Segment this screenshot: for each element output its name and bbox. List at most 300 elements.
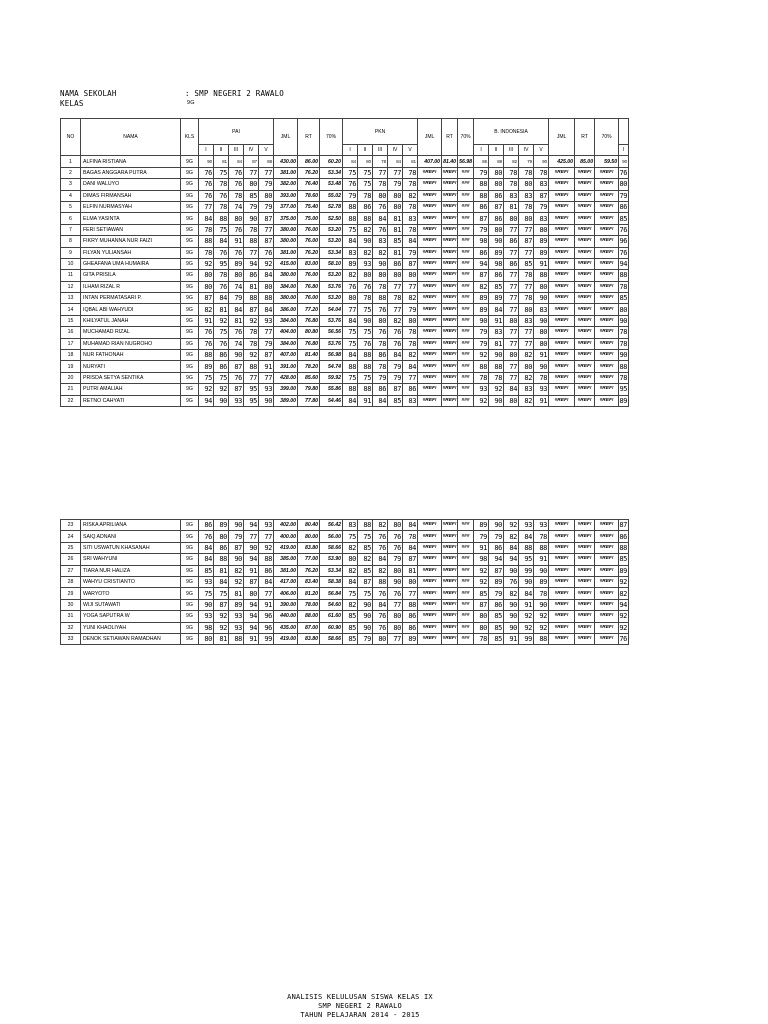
- class-label: KELAS: [60, 99, 84, 108]
- bindo-score: 94: [474, 258, 489, 269]
- bindo-score: 91: [534, 395, 549, 406]
- bindo-score: 89: [474, 304, 489, 315]
- pkn-score: 76: [358, 338, 373, 349]
- pkn-score: 76: [373, 588, 388, 599]
- pkn-score: 88: [343, 213, 358, 224]
- bindo-score: 92: [534, 611, 549, 622]
- pkn-total: 407.00: [418, 156, 442, 167]
- pkn-score: 80: [358, 156, 373, 167]
- pai-score: 94: [199, 395, 214, 406]
- pkn-score: 78: [373, 179, 388, 190]
- bindo-score: 89: [489, 576, 504, 587]
- bindo-average: #REF!: [575, 384, 595, 395]
- pai-average: 77.00: [298, 554, 320, 565]
- pai-score: 92: [199, 384, 214, 395]
- pkn-70pct: ###: [458, 588, 474, 599]
- pkn-term-header: III: [373, 145, 388, 156]
- pkn-score: 79: [403, 247, 418, 258]
- student-name: GITA PRISILA: [81, 270, 181, 281]
- pkn-score: 87: [403, 554, 418, 565]
- pkn-score: 84: [403, 520, 418, 531]
- student-name: WAHYU CRISTIANTO: [81, 576, 181, 587]
- bindo-70pct: #REF!: [595, 327, 619, 338]
- pai-term-header: V: [259, 145, 274, 156]
- pkn-score: 77: [388, 599, 403, 610]
- pai-score: 80: [244, 588, 259, 599]
- pkn-average: #REF!: [442, 338, 458, 349]
- pkn-70pct: ###: [458, 315, 474, 326]
- pkn-jml-header: JML: [418, 119, 442, 156]
- pkn-score: 76: [388, 327, 403, 338]
- report-title-line2: SMP NEGERI 2 RAWALO: [318, 1002, 402, 1010]
- pkn-score: 84: [373, 213, 388, 224]
- pai-score: 74: [229, 338, 244, 349]
- pai-70pct: 54.74: [320, 361, 343, 372]
- pkn-total: #REF!: [418, 236, 442, 247]
- bindo-70pct: #REF!: [595, 599, 619, 610]
- pai-70pct: 53.20: [320, 224, 343, 235]
- pkn-score: 88: [358, 520, 373, 531]
- pkn-average: #REF!: [442, 395, 458, 406]
- pai-average: 83.00: [298, 258, 320, 269]
- pai-score: 87: [259, 236, 274, 247]
- pkn-average: #REF!: [442, 384, 458, 395]
- pai-70pct: 56.56: [320, 327, 343, 338]
- pai-score: 90: [229, 520, 244, 531]
- bindo-total: #REF!: [549, 372, 575, 383]
- pai-score: 87: [229, 542, 244, 553]
- bindo-average: #REF!: [575, 190, 595, 201]
- bindo-70pct: #REF!: [595, 350, 619, 361]
- bindo-score: 91: [534, 350, 549, 361]
- pkn-score: 83: [373, 236, 388, 247]
- pai-average: 85.60: [298, 372, 320, 383]
- pai-score: 90: [229, 554, 244, 565]
- pkn-total: #REF!: [418, 395, 442, 406]
- pai-score: 94: [244, 622, 259, 633]
- pkn-rt-header: RT: [442, 119, 458, 156]
- pai-70pct: 56.84: [320, 588, 343, 599]
- pai-average: 76.20: [298, 167, 320, 178]
- bindo-score: 98: [489, 258, 504, 269]
- pkn-70pct: ###: [458, 338, 474, 349]
- pkn-score: 86: [388, 258, 403, 269]
- pai-total: 381.00: [274, 247, 298, 258]
- pai-score: 85: [199, 565, 214, 576]
- bindo-score: 88: [489, 156, 504, 167]
- pkn-score: 86: [403, 622, 418, 633]
- bindo-score: 82: [504, 588, 519, 599]
- pai-score: 87: [229, 384, 244, 395]
- bindo-score: 83: [489, 327, 504, 338]
- pai-score: 77: [259, 372, 274, 383]
- next-subject-score: 85: [619, 294, 628, 303]
- bindo-score: 77: [504, 224, 519, 235]
- bindo-average: #REF!: [575, 554, 595, 565]
- pai-score: 79: [259, 179, 274, 190]
- table-row: [61, 542, 629, 553]
- pkn-score: 84: [343, 156, 358, 167]
- bindo-score: 99: [519, 565, 534, 576]
- pkn-score: 91: [358, 395, 373, 406]
- bindo-score: 90: [534, 565, 549, 576]
- pai-score: 89: [229, 599, 244, 610]
- bindo-score: 84: [504, 384, 519, 395]
- pkn-total: #REF!: [418, 361, 442, 372]
- pkn-score: 81: [403, 565, 418, 576]
- pai-total: 391.00: [274, 361, 298, 372]
- bindo-70pct: #REF!: [595, 576, 619, 587]
- pkn-score: 82: [403, 190, 418, 201]
- student-name: FILYAN YULIANSAH: [81, 247, 181, 258]
- bindo-average: #REF!: [575, 633, 595, 644]
- pkn-score: 85: [388, 236, 403, 247]
- pkn-score: 79: [358, 633, 373, 644]
- bindo-score: 77: [504, 281, 519, 292]
- pai-total: 435.00: [274, 622, 298, 633]
- pai-score: 81: [229, 588, 244, 599]
- pai-70pct: 52.78: [320, 201, 343, 212]
- pkn-score: 78: [358, 190, 373, 201]
- pai-score: 93: [259, 315, 274, 326]
- bindo-average: #REF!: [575, 338, 595, 349]
- bindo-score: 88: [519, 542, 534, 553]
- pkn-70pct: ###: [458, 622, 474, 633]
- bindo-score: 77: [504, 361, 519, 372]
- bindo-total: #REF!: [549, 224, 575, 235]
- row-number: 20: [61, 372, 81, 383]
- pai-score: 80: [259, 281, 274, 292]
- pai-score: 86: [244, 270, 259, 281]
- bindo-score: 79: [489, 588, 504, 599]
- pkn-score: 77: [403, 588, 418, 599]
- pai-score: 85: [244, 190, 259, 201]
- pai-score: 80: [259, 190, 274, 201]
- student-name: RETNO CAHYATI: [81, 395, 181, 406]
- pai-total: 399.00: [274, 384, 298, 395]
- row-number: 12: [61, 281, 81, 292]
- bindo-score: 80: [474, 611, 489, 622]
- pai-total: 380.00: [274, 224, 298, 235]
- bindo-score: 91: [534, 258, 549, 269]
- pkn-score: 84: [388, 350, 403, 361]
- pkn-score: 78: [403, 201, 418, 212]
- pkn-70pct: ###: [458, 520, 474, 531]
- pkn-score: 77: [403, 281, 418, 292]
- bindo-score: 79: [474, 327, 489, 338]
- bindo-average: #REF!: [575, 247, 595, 258]
- pkn-total: #REF!: [418, 258, 442, 269]
- bindo-score: 92: [534, 622, 549, 633]
- bindo-average: #REF!: [575, 167, 595, 178]
- pkn-average: #REF!: [442, 542, 458, 553]
- pai-average: 76.00: [298, 224, 320, 235]
- student-class: 9G: [181, 236, 199, 247]
- school-value: : SMP NEGERI 2 RAWALO: [185, 89, 285, 98]
- pkn-average: #REF!: [442, 576, 458, 587]
- bindo-total: #REF!: [549, 395, 575, 406]
- bindo-score: 80: [489, 167, 504, 178]
- bindo-score: 80: [504, 350, 519, 361]
- pai-score: 99: [259, 633, 274, 644]
- bindo-score: 90: [504, 599, 519, 610]
- pkn-average: #REF!: [442, 588, 458, 599]
- row-number: 4: [61, 190, 81, 201]
- bindo-70pct: #REF!: [595, 258, 619, 269]
- bindo-average: #REF!: [575, 281, 595, 292]
- pai-average: 77.20: [298, 304, 320, 315]
- row-number: 9: [61, 247, 81, 258]
- table-row: [61, 281, 629, 292]
- pkn-score: 85: [358, 565, 373, 576]
- bindo-score: 88: [474, 179, 489, 190]
- pai-total: 404.00: [274, 327, 298, 338]
- bindo-total: #REF!: [549, 327, 575, 338]
- row-number: 31: [61, 611, 81, 622]
- table-row: [61, 156, 629, 167]
- bindo-score: 78: [489, 372, 504, 383]
- pai-score: 77: [244, 531, 259, 542]
- bindo-score: 80: [474, 622, 489, 633]
- pkn-70pct: ###: [458, 565, 474, 576]
- pai-total: 400.00: [274, 531, 298, 542]
- pkn-score: 81: [388, 213, 403, 224]
- bindo-total: #REF!: [549, 565, 575, 576]
- bindo-score: 90: [534, 599, 549, 610]
- next-subject-score: 82: [619, 589, 627, 598]
- student-name: NURYATI: [81, 361, 181, 372]
- pai-score: 86: [214, 542, 229, 553]
- pkn-score: 88: [358, 361, 373, 372]
- bindo-70pct: #REF!: [595, 588, 619, 599]
- bindo-score: 84: [504, 542, 519, 553]
- bindo-total: #REF!: [549, 361, 575, 372]
- pkn-average: #REF!: [442, 190, 458, 201]
- pai-score: 95: [214, 258, 229, 269]
- bindo-score: 80: [519, 361, 534, 372]
- pai-score: 81: [229, 315, 244, 326]
- pai-score: 76: [199, 167, 214, 178]
- pai-score: 78: [244, 338, 259, 349]
- pkn-score: 80: [373, 633, 388, 644]
- table-row: [61, 167, 629, 178]
- next-subject-header: [619, 119, 629, 145]
- bindo-score: 91: [519, 599, 534, 610]
- pkn-average: #REF!: [442, 315, 458, 326]
- student-class: 9G: [181, 258, 199, 269]
- student-class: 9G: [181, 315, 199, 326]
- pkn-score: 77: [388, 304, 403, 315]
- pai-average: 81.20: [298, 588, 320, 599]
- pkn-score: 85: [343, 611, 358, 622]
- pai-70pct: 58.38: [320, 576, 343, 587]
- pai-70pct: 58.66: [320, 633, 343, 644]
- student-name: ALFINA RISTIANA: [81, 156, 181, 167]
- bindo-score: 83: [534, 304, 549, 315]
- row-number: 16: [61, 327, 81, 338]
- pai-score: 92: [229, 576, 244, 587]
- bindo-total: #REF!: [549, 179, 575, 190]
- student-class: 9G: [181, 633, 199, 644]
- bindo-score: 84: [489, 304, 504, 315]
- pkn-score: 78: [403, 327, 418, 338]
- pkn-total: #REF!: [418, 622, 442, 633]
- pai-score: 76: [214, 190, 229, 201]
- pkn-score: 90: [358, 611, 373, 622]
- pai-score: 77: [244, 372, 259, 383]
- bindo-70pct: #REF!: [595, 190, 619, 201]
- bindo-average: #REF!: [575, 236, 595, 247]
- pai-score: 75: [214, 588, 229, 599]
- pai-score: 88: [214, 554, 229, 565]
- pai-total: 415.00: [274, 258, 298, 269]
- pkn-score: 81: [403, 156, 418, 167]
- table-row: [61, 190, 629, 201]
- bindo-score: 92: [474, 565, 489, 576]
- row-number: 3: [61, 179, 81, 190]
- pkn-70pct: 56.98: [458, 156, 474, 167]
- pkn-score: 77: [403, 372, 418, 383]
- bindo-score: 80: [504, 213, 519, 224]
- bindo-score: 86: [504, 236, 519, 247]
- pai-score: 78: [199, 247, 214, 258]
- pai-score: 76: [229, 247, 244, 258]
- pai-score: 84: [229, 156, 244, 167]
- bindo-score: 82: [519, 350, 534, 361]
- bindo-70pct: #REF!: [595, 633, 619, 644]
- pai-70pct: 54.46: [320, 395, 343, 406]
- col-kls-header: KLS: [181, 119, 199, 156]
- pkn-score: 82: [358, 554, 373, 565]
- student-class: 9G: [181, 372, 199, 383]
- bindo-total: #REF!: [549, 270, 575, 281]
- bindo-score: 94: [504, 554, 519, 565]
- pkn-score: 76: [388, 338, 403, 349]
- pkn-score: 80: [403, 315, 418, 326]
- pai-score: 81: [214, 633, 229, 644]
- bindo-total: #REF!: [549, 350, 575, 361]
- bindo-score: 79: [519, 156, 534, 167]
- bindo-score: 92: [474, 350, 489, 361]
- pkn-score: 82: [373, 520, 388, 531]
- pai-score: 98: [199, 622, 214, 633]
- bindo-70pct: #REF!: [595, 270, 619, 281]
- bindo-70pct: #REF!: [595, 565, 619, 576]
- pkn-score: 78: [373, 361, 388, 372]
- pkn-score: 79: [403, 304, 418, 315]
- bindo-score: 77: [519, 281, 534, 292]
- student-class: 9G: [181, 554, 199, 565]
- student-name: YUNI KHAOLIYAH: [81, 622, 181, 633]
- pkn-total: #REF!: [418, 213, 442, 224]
- bindo-score: 85: [489, 281, 504, 292]
- pkn-70pct: ###: [458, 247, 474, 258]
- student-name: FIKRY MUHANNA NUR FAIZI: [81, 236, 181, 247]
- pkn-score: 80: [403, 576, 418, 587]
- pkn-score: 77: [343, 304, 358, 315]
- student-name: MUCHAMAD RIZAL: [81, 327, 181, 338]
- row-number: 19: [61, 361, 81, 372]
- pai-score: 76: [229, 372, 244, 383]
- pai-score: 90: [199, 156, 214, 167]
- bindo-70pct: #REF!: [595, 167, 619, 178]
- bindo-total: #REF!: [549, 167, 575, 178]
- pai-total: 377.00: [274, 201, 298, 212]
- pai-score: 88: [244, 236, 259, 247]
- bindo-score: 90: [534, 315, 549, 326]
- bindo-score: 84: [519, 531, 534, 542]
- pai-70pct: 58.66: [320, 542, 343, 553]
- student-class: 9G: [181, 224, 199, 235]
- pai-score: 75: [214, 372, 229, 383]
- next-subject-score: 90: [619, 317, 628, 326]
- pai-score: 92: [214, 611, 229, 622]
- pai-score: 90: [244, 213, 259, 224]
- student-name: NUR FATHONAH: [81, 350, 181, 361]
- bindo-score: 92: [519, 622, 534, 633]
- bindo-score: 86: [474, 247, 489, 258]
- row-number: 10: [61, 258, 81, 269]
- pkn-total: #REF!: [418, 531, 442, 542]
- pai-score: 80: [199, 270, 214, 281]
- bindo-total: #REF!: [549, 520, 575, 531]
- pkn-score: 85: [343, 633, 358, 644]
- row-number: 29: [61, 588, 81, 599]
- pkn-score: 89: [403, 633, 418, 644]
- pai-score: 79: [229, 293, 244, 304]
- pkn-average: #REF!: [442, 258, 458, 269]
- bindo-score: 77: [504, 327, 519, 338]
- bindo-score: 80: [489, 179, 504, 190]
- pai-score: 88: [244, 293, 259, 304]
- pkn-average: #REF!: [442, 281, 458, 292]
- pkn-total: #REF!: [418, 520, 442, 531]
- table-row: [61, 315, 629, 326]
- pkn-70pct: ###: [458, 611, 474, 622]
- pai-score: 77: [259, 167, 274, 178]
- subject-pai-header: PAI: [199, 119, 274, 145]
- pai-score: 92: [259, 542, 274, 553]
- bindo-score: 77: [504, 338, 519, 349]
- pkn-total: #REF!: [418, 224, 442, 235]
- next-subject-score: 88: [619, 362, 628, 371]
- pai-average: 81.40: [298, 350, 320, 361]
- next-subject-score: 87: [619, 521, 627, 530]
- bindo-score: 80: [534, 281, 549, 292]
- bindo-average: #REF!: [575, 588, 595, 599]
- bindo-70pct: #REF!: [595, 293, 619, 304]
- bindo-score: 77: [504, 372, 519, 383]
- pai-score: 76: [229, 327, 244, 338]
- pai-score: 74: [229, 201, 244, 212]
- bindo-score: 77: [519, 327, 534, 338]
- pkn-score: 88: [358, 213, 373, 224]
- next-subject-score: 94: [619, 260, 628, 269]
- pai-total: 402.00: [274, 520, 298, 531]
- pkn-score: 78: [373, 281, 388, 292]
- next-subject-score: 78: [619, 282, 628, 291]
- student-class: 9G: [181, 395, 199, 406]
- pkn-total: #REF!: [418, 588, 442, 599]
- table-row: [61, 213, 629, 224]
- pkn-average: #REF!: [442, 304, 458, 315]
- pkn-score: 84: [343, 315, 358, 326]
- bindo-score: 78: [534, 167, 549, 178]
- next-subject-score: 85: [619, 555, 627, 564]
- subject-pkn-header: PKN: [343, 119, 418, 145]
- bindo-score: 90: [489, 520, 504, 531]
- student-name: ILHAM RIZAL R: [81, 281, 181, 292]
